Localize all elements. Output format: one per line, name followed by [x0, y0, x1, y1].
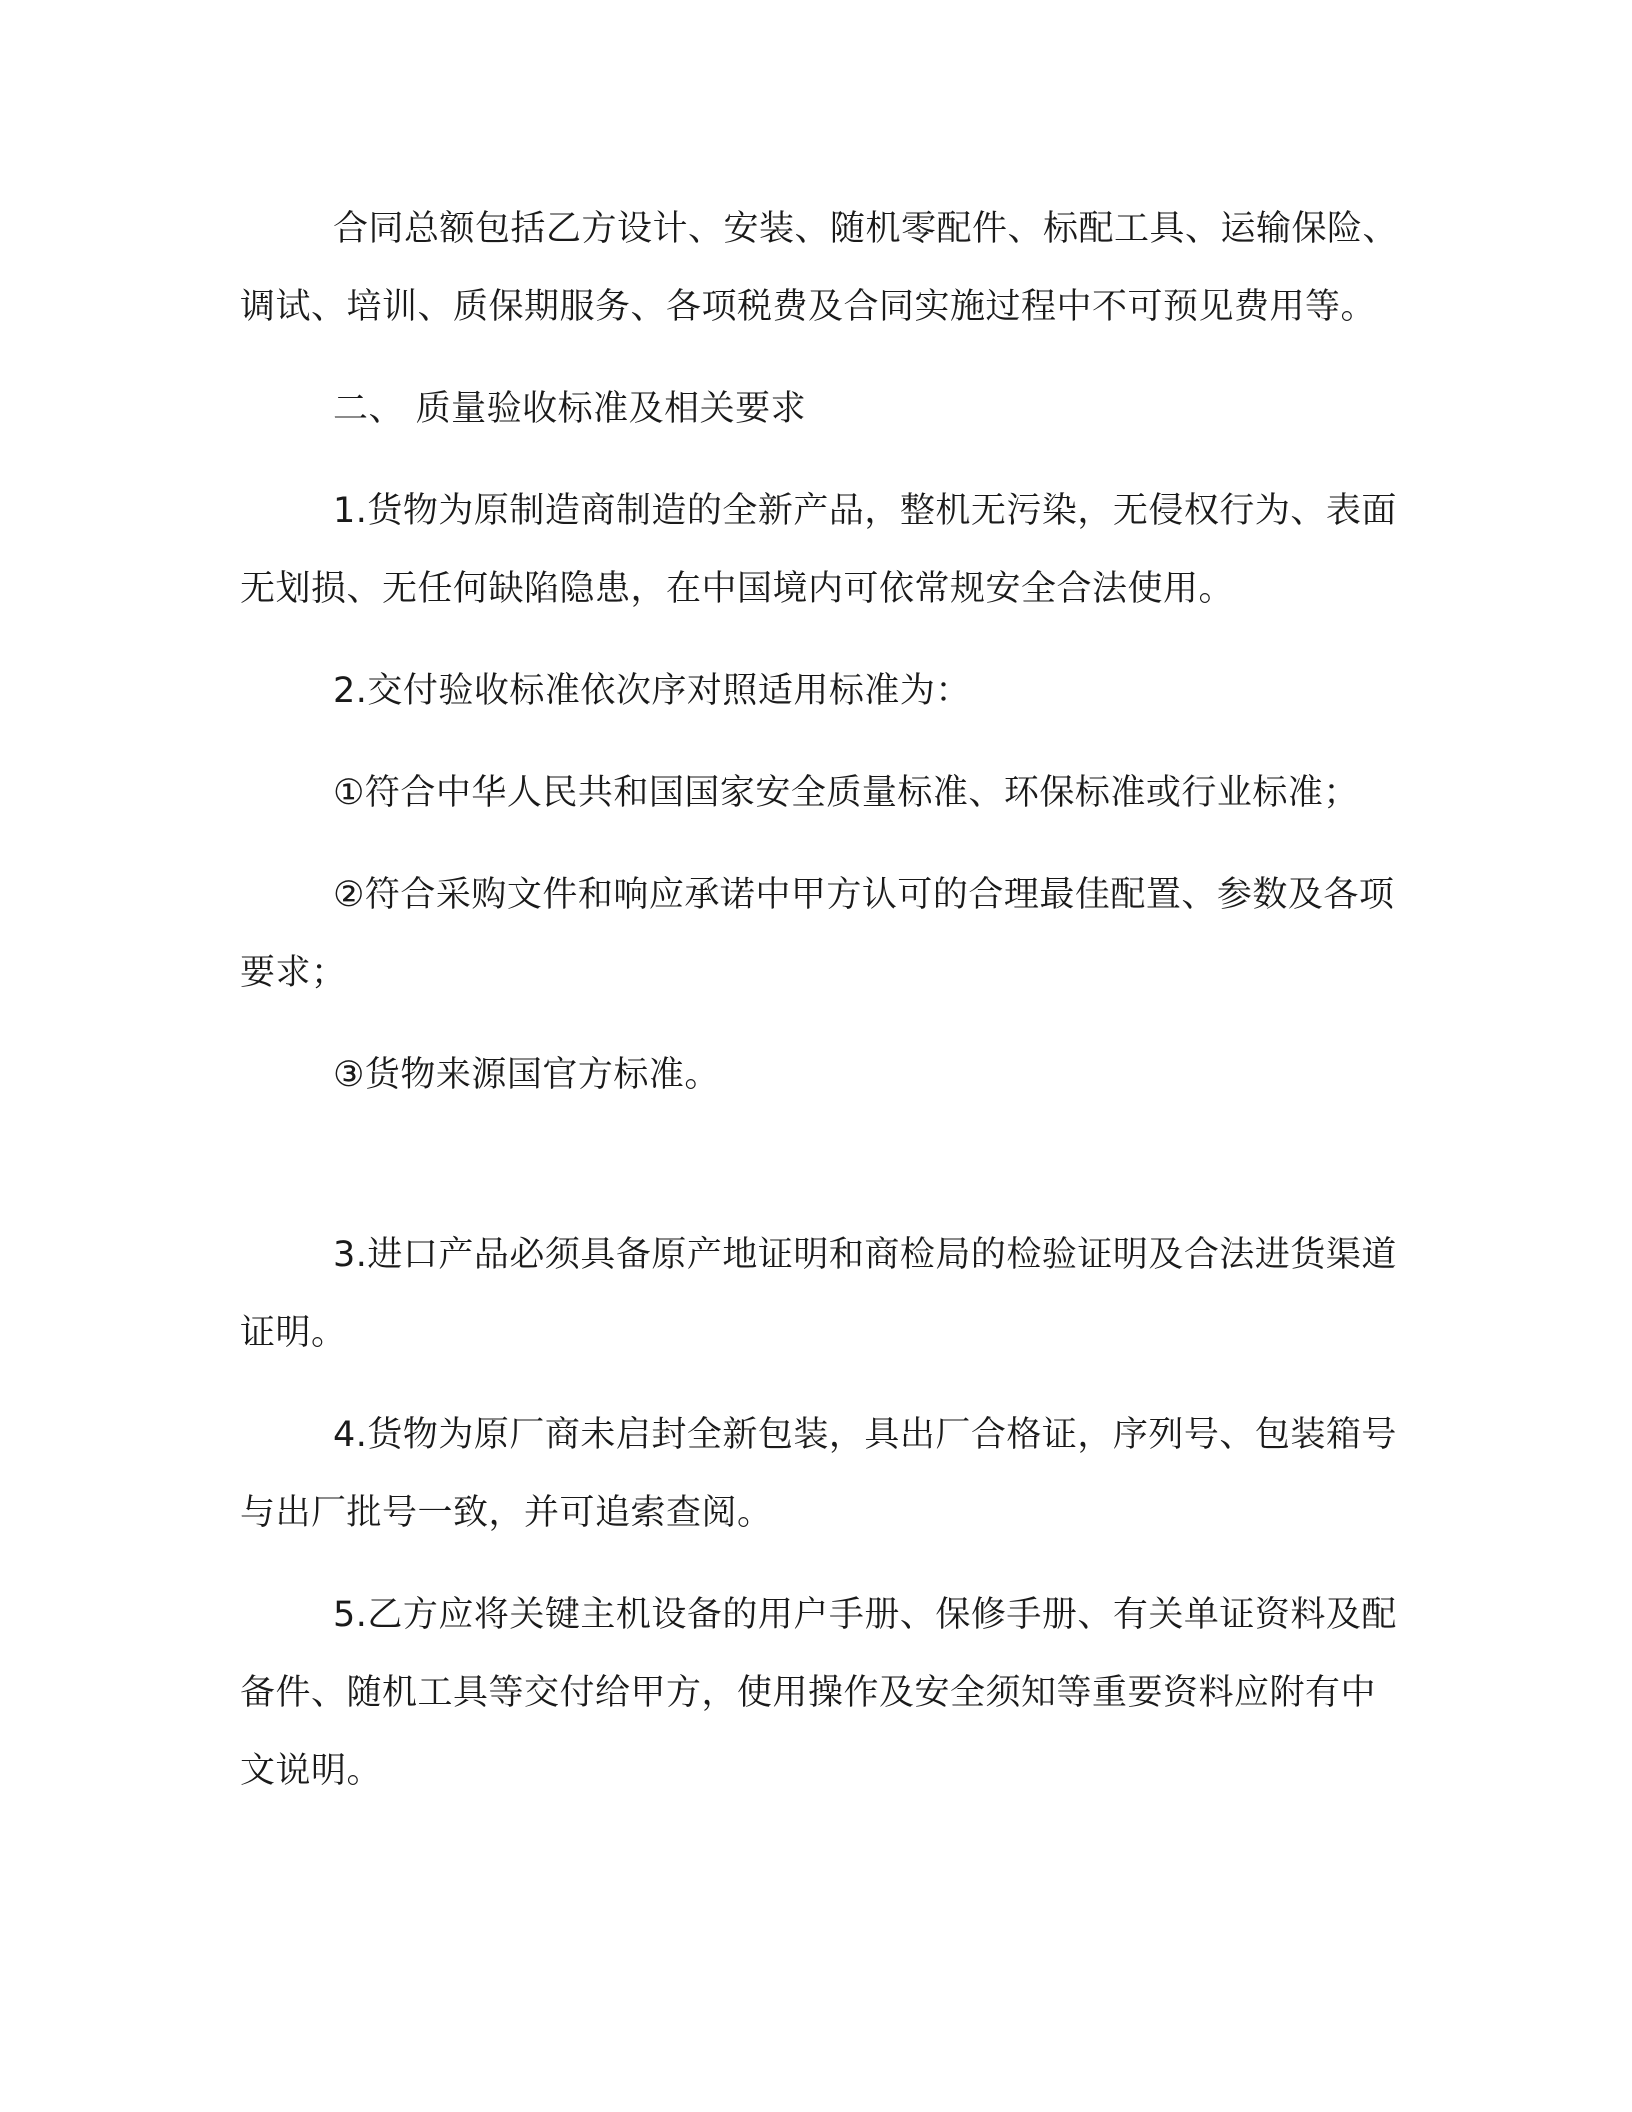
paragraph-item-3: 3.进口产品必须具备原产地证明和商检局的检验证明及合法进货渠道证明。: [240, 1235, 1397, 1353]
document-body: [240, 190, 1400, 1810]
paragraph-standard-3: ③货物来源国官方标准。: [333, 1055, 720, 1095]
section-heading-quality-acceptance: 二、 质量验收标准及相关要求: [333, 389, 807, 429]
paragraph-item-2: 2.交付验收标准依次序对照适用标准为：: [333, 671, 971, 711]
blank-gap: [240, 1114, 1400, 1216]
paragraph-item-5: 5.乙方应将关键主机设备的用户手册、保修手册、有关单证资料及配备件、随机工具等交付给甲方，使用操作及安全须知等重要资料应附有中文说明。: [240, 1595, 1397, 1791]
paragraph-item-4: 4.货物为原厂商未启封全新包装，具出厂合格证，序列号、包装箱号与出厂批号一致，并可追索查阅。: [240, 1415, 1397, 1533]
paragraph-standard-1: ①符合中华人民共和国国家安全质量标准、环保标准或行业标准；: [333, 773, 1359, 813]
paragraph-standard-2: ②符合采购文件和响应承诺中甲方认可的合理最佳配置、参数及各项要求；: [240, 875, 1395, 993]
paragraph-item-1: 1.货物为原制造商制造的全新产品，整机无污染，无侵权行为、表面无划损、无任何缺陷隐患，在中国境内可依常规安全合法使用。: [240, 491, 1397, 609]
paragraph-contract-total: 合同总额包括乙方设计、安装、随机零配件、标配工具、运输保险、调试、培训、质保期服务、各项税费及合同实施过程中不可预见费用等。: [240, 209, 1399, 327]
